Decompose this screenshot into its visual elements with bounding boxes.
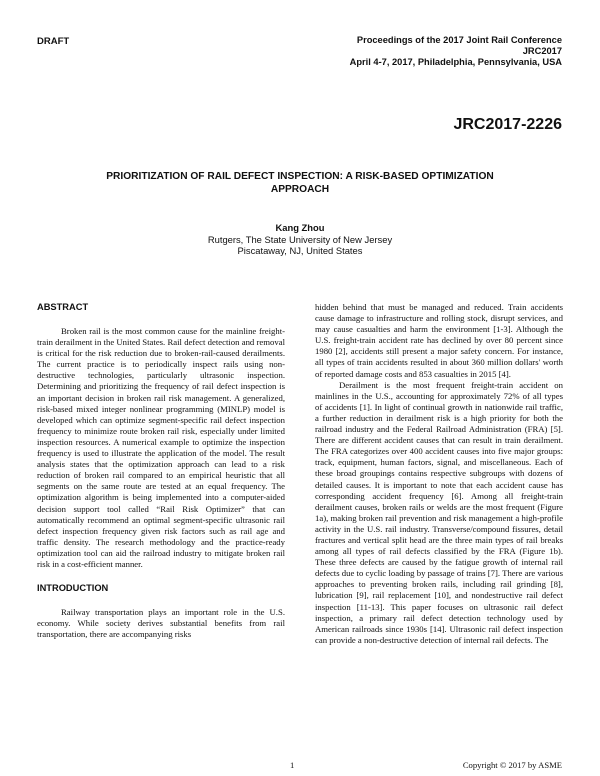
- body-paragraph-2: Derailment is the most frequent freight-train accident on mainlines in the U.S., accounting for approximately 72% of all types of accidents [1]. In light of continual growth in nationwide rail traffic, a further reduction in derailment risk is a high priority for both the railroad industry and the Federal Railroad Administration (FRA) [5]. There are different accident causes that can result in train derailment. The FRA categorizes over 400 accident causes into five major groups: track, equipment, human factors, signal, and miscellaneous. Each of these broad groupings contains respective subgroups with dozens of detailed causes. It is important to note that each accident cause has corresponding accident frequency [6]. Among all freight-train derailment causes, broken rails or welds are the most frequent (Figure 1a), making broken rail prevention and risk management a high-profile activity in the U.S. rail industry. Transverse/compound fissures, detail fractures and vertical split head are the three main types of rail breaks among all types of rail defects classified by the FRA (Figure 1b). These three defects are caused by the fatigue growth of internal rail defects due to cyclic loading by passage of trains [7]. There are various approaches to preventing broken rails, including rail grinding [8], lubrication [9], rail replacement [10], and nondestructive rail defect inspection [11-13]. This paper focuses on ultrasonic rail defect inspection, a primary rail defect detection technology used by American railroads since 1930s [14]. Ultrasonic rail defect inspection can provide a non-destructive detection of internal rail defects. The: [315, 379, 563, 645]
- proceedings-line-3: April 4-7, 2017, Philadelphia, Pennsylvania, USA: [349, 57, 562, 67]
- paper-id: JRC2017-2226: [453, 116, 562, 133]
- copyright-notice: Copyright © 2017 by ASME: [462, 760, 562, 770]
- author-location: Piscataway, NJ, United States: [237, 245, 363, 256]
- proceedings-line-1: Proceedings of the 2017 Joint Rail Conference: [356, 35, 562, 45]
- right-column: [315, 302, 563, 646]
- left-column: [37, 302, 285, 640]
- paper-title: [60, 171, 540, 196]
- title-line-1: PRIORITIZATION OF RAIL DEFECT INSPECTION: A RISK-BASED OPTIMIZATION: [106, 171, 494, 182]
- draft-label: DRAFT: [37, 36, 70, 47]
- introduction-text: Railway transportation plays an important role in the U.S. economy. While society derives substantial benefits from rail transportation, there are accompanying risks: [37, 607, 285, 640]
- page-number: 1: [290, 760, 295, 770]
- introduction-heading: INTRODUCTION: [37, 583, 109, 594]
- proceedings-line-2: JRC2017: [522, 46, 562, 56]
- proceedings-header: [350, 35, 562, 68]
- author-block: [60, 222, 540, 257]
- author-name: Kang Zhou: [275, 222, 325, 233]
- author-affiliation: Rutgers, The State University of New Jersey: [207, 233, 393, 245]
- title-line-2: APPROACH: [270, 183, 330, 195]
- abstract-heading: ABSTRACT: [37, 302, 89, 312]
- body-paragraph-1: hidden behind that must be managed and reduced. Train accidents cause damage to infrastructure and rolling stock, disrupt services, and may cause casualties and harm the environment [1-3]. Although the U.S. freight-train accident rate has declined by over 80 percent since 1980 [2], accidents still present a major safety concern. For instance, all types of train accidents resulted in about 360 million dollars' worth of reported damage costs and 853 casualties in 2015 [4].: [315, 302, 563, 379]
- abstract-text: Broken rail is the most common cause for the mainline freight-train derailment in the United States. Rail defect detection and removal is critical for the risk reduction due to broken-rail-caused derailments. The current practice is to periodically inspect rails using non-destructive technologies, particularly ultrasonic inspection. Determining and prioritizing the frequency of rail defect inspection is an important decision in broken rail risk management. A generalized, risk-based mixed integer nonlinear programming (MINLP) model is developed which can optimize segment-specific rail defect inspection frequency to minimize route broken rail risk, especially under limited inspection resources. A numerical example to optimize the inspection frequency is used to illustrate the application of the model. The result analysis states that the optimization approach can lead to a risk reduction of broken rail compared to an empirical heuristic that all segments on the same route are tested at an equal frequency. The optimization algorithm is being implemented into a computer-aided decision support tool called “Rail Risk Optimizer” that can automatically recommend an optimal segment-specific ultrasonic rail defect inspection frequency given risk factors such as rail age and traffic density. The research methodology and the practice-ready optimization tool can aid the railroad industry to mitigate broken rail risk in a cost-efficient manner.: [37, 326, 285, 569]
